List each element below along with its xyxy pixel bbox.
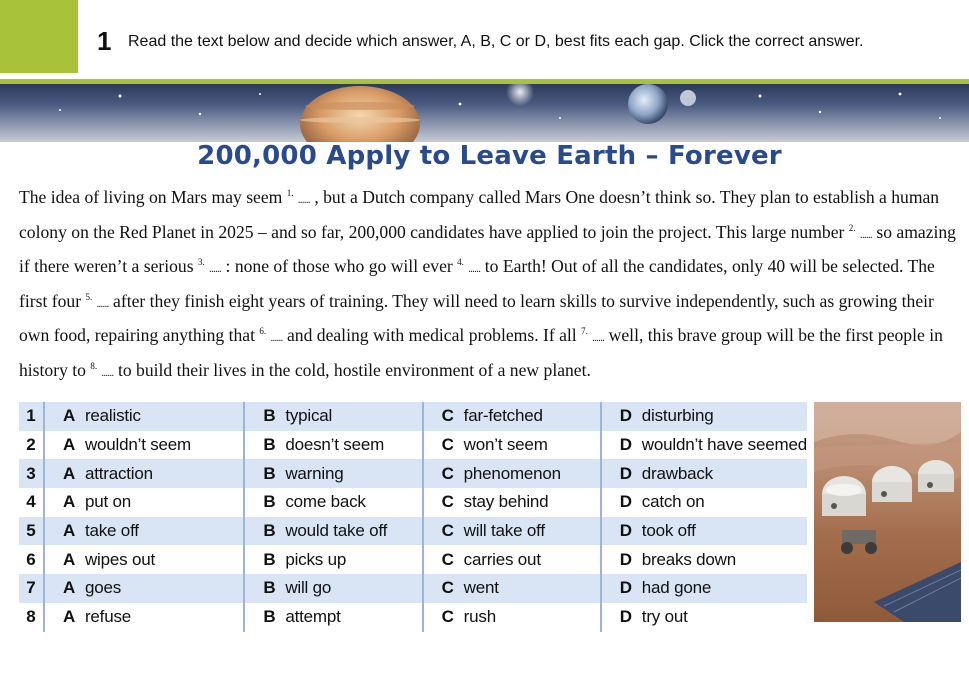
- question-row-5: [19, 517, 807, 546]
- option-letter: A: [62, 607, 76, 627]
- option-2a[interactable]: [44, 431, 244, 460]
- option-text: took off: [641, 521, 696, 541]
- option-letter: C: [441, 549, 454, 569]
- option-letter: B: [263, 578, 276, 598]
- option-text: went: [463, 578, 499, 598]
- option-text: disturbing: [641, 406, 714, 426]
- option-text: rush: [463, 607, 496, 627]
- option-letter: C: [441, 406, 454, 426]
- option-8a[interactable]: [44, 603, 244, 632]
- option-4b[interactable]: [244, 488, 422, 517]
- passage-text: to build their lives in the cold, hostile environment of a new planet.: [117, 359, 591, 380]
- gap-number-7: 7.: [581, 326, 588, 337]
- option-letter: A: [62, 463, 76, 483]
- option-letter: A: [62, 492, 76, 512]
- gap-number-2: 2.: [848, 222, 856, 233]
- option-5a[interactable]: [44, 517, 244, 546]
- passage-text: to Earth! Out of all the candidates, only 40 will be selected. The first four: [19, 256, 935, 311]
- option-text: breaks down: [641, 549, 736, 569]
- option-4a[interactable]: [44, 488, 244, 517]
- question-row-6: [19, 545, 807, 574]
- option-text: goes: [84, 578, 122, 598]
- option-2d[interactable]: [601, 431, 807, 460]
- option-3a[interactable]: [44, 459, 244, 488]
- option-letter: B: [263, 607, 276, 627]
- option-2c[interactable]: [423, 431, 601, 460]
- gap-number-4: 4.: [457, 257, 464, 268]
- option-4d[interactable]: [601, 488, 807, 517]
- option-5b[interactable]: [244, 517, 422, 546]
- option-6c[interactable]: [423, 545, 601, 574]
- option-text: wouldn’t seem: [84, 435, 192, 455]
- option-6b[interactable]: [244, 545, 422, 574]
- option-letter: D: [619, 463, 633, 483]
- header-accent-box: [0, 0, 78, 73]
- option-text: put on: [84, 492, 132, 512]
- article-title: 200,000 Apply to Leave Earth – Forever: [197, 141, 782, 171]
- option-letter: D: [619, 435, 633, 455]
- option-letter: B: [263, 435, 276, 455]
- question-row-8: [19, 603, 807, 632]
- question-row-1: [19, 402, 807, 431]
- option-text: will go: [285, 578, 332, 598]
- option-letter: C: [441, 463, 454, 483]
- question-number: 7: [19, 574, 44, 603]
- article-passage: [19, 182, 964, 390]
- option-1a[interactable]: [44, 402, 244, 431]
- option-7d[interactable]: [601, 574, 807, 603]
- option-letter: D: [619, 521, 633, 541]
- passage-text: The idea of living on Mars may seem: [19, 187, 283, 207]
- passage-text: : none of those who go will ever: [225, 256, 453, 277]
- option-6a[interactable]: [44, 545, 244, 574]
- option-5c[interactable]: [423, 517, 601, 546]
- option-text: won’t seem: [463, 435, 548, 455]
- gap-blank-1[interactable]: ......: [297, 195, 310, 206]
- option-text: refuse: [84, 607, 132, 627]
- question-row-3: [19, 459, 807, 488]
- passage-text: and dealing with medical problems. If all: [286, 325, 577, 346]
- option-letter: C: [441, 492, 454, 512]
- option-1b[interactable]: [244, 402, 422, 431]
- option-letter: C: [441, 607, 454, 627]
- option-7a[interactable]: [44, 574, 244, 603]
- passage-text: after they finish eight years of training. They will need to learn skills to survive independently, such as growing their own food, repairing anything that: [19, 290, 934, 346]
- option-letter: D: [619, 578, 633, 598]
- option-8c[interactable]: [423, 603, 601, 632]
- option-1c[interactable]: [423, 402, 601, 431]
- option-7c[interactable]: [423, 574, 601, 603]
- option-text: picks up: [285, 549, 347, 569]
- question-number: 4: [19, 488, 44, 517]
- option-text: doesn’t seem: [285, 435, 385, 455]
- space-banner-image: [0, 84, 969, 142]
- passage-text: well, this brave group will be the first people in history to: [19, 325, 943, 380]
- gap-number-6: 6.: [259, 326, 267, 337]
- gap-blank-4[interactable]: ......: [468, 264, 481, 276]
- option-text: wouldn’t have seemed: [641, 435, 807, 455]
- option-text: drawback: [641, 463, 713, 483]
- option-letter: B: [263, 463, 276, 483]
- option-text: attraction: [84, 463, 153, 483]
- gap-blank-7[interactable]: ......: [592, 333, 605, 345]
- answer-options-table: [19, 402, 807, 632]
- option-text: would take off: [285, 521, 388, 541]
- option-5d[interactable]: [601, 517, 807, 546]
- option-letter: D: [619, 492, 633, 512]
- question-number: 5: [19, 517, 44, 546]
- question-number: 8: [19, 603, 44, 632]
- option-text: try out: [641, 607, 688, 627]
- option-text: far-fetched: [463, 406, 543, 426]
- option-letter: C: [441, 578, 454, 598]
- option-letter: B: [263, 406, 276, 426]
- option-letter: A: [62, 435, 76, 455]
- gap-blank-2[interactable]: ......: [859, 229, 872, 241]
- option-letter: A: [62, 521, 76, 541]
- option-letter: A: [62, 406, 76, 426]
- option-text: take off: [84, 521, 139, 541]
- option-text: wipes out: [84, 549, 155, 569]
- gap-blank-5[interactable]: ......: [96, 298, 109, 310]
- option-8d[interactable]: [601, 603, 807, 632]
- passage-text: , but a Dutch company called Mars One doesn’t think so. They plan to establish a human colony on the Red Planet in 2025 – and so far, 200,000 candidates have applied to join the project. This large number: [19, 187, 940, 242]
- gap-blank-6[interactable]: ......: [270, 333, 283, 345]
- question-number: 6: [19, 545, 44, 574]
- option-letter: A: [62, 578, 76, 598]
- space-banner-illustration: [0, 84, 969, 142]
- question-number: 3: [19, 459, 44, 488]
- option-letter: C: [441, 521, 454, 541]
- option-text: typical: [285, 406, 333, 426]
- question-row-7: [19, 574, 807, 603]
- option-3d[interactable]: [601, 459, 807, 488]
- option-text: phenomenon: [463, 463, 561, 483]
- mars-colony-illustration: [814, 402, 961, 622]
- option-text: realistic: [84, 406, 141, 426]
- option-letter: D: [619, 607, 633, 627]
- option-text: carries out: [463, 549, 541, 569]
- option-letter: B: [263, 492, 276, 512]
- option-text: had gone: [641, 578, 712, 598]
- question-number: 1: [19, 402, 44, 431]
- option-text: warning: [285, 463, 344, 483]
- option-3c[interactable]: [423, 459, 601, 488]
- option-3b[interactable]: [244, 459, 422, 488]
- option-6d[interactable]: [601, 545, 807, 574]
- gap-number-8: 8.: [90, 360, 98, 371]
- question-row-2: [19, 431, 807, 460]
- option-text: stay behind: [463, 492, 549, 512]
- passage-text: so amazing if there weren’t a serious: [19, 221, 956, 277]
- option-letter: B: [263, 521, 276, 541]
- option-text: catch on: [641, 492, 705, 512]
- option-text: will take off: [463, 521, 545, 541]
- option-letter: C: [441, 435, 454, 455]
- option-7b[interactable]: [244, 574, 422, 603]
- option-letter: D: [619, 549, 633, 569]
- option-text: attempt: [285, 607, 341, 627]
- exercise-instruction: Read the text below and decide which answer, A, B, C or D, best fits each gap. Click the correct answer.: [128, 33, 864, 50]
- option-2b[interactable]: [244, 431, 422, 460]
- gap-number-5: 5.: [85, 291, 93, 302]
- gap-number-1: 1.: [286, 188, 294, 198]
- question-number: 2: [19, 431, 44, 460]
- exercise-number: 1: [97, 26, 112, 56]
- option-4c[interactable]: [423, 488, 601, 517]
- option-text: come back: [285, 492, 366, 512]
- option-1d[interactable]: [601, 402, 807, 431]
- option-letter: B: [263, 549, 276, 569]
- gap-blank-3[interactable]: ......: [209, 264, 222, 276]
- option-letter: D: [619, 406, 633, 426]
- mars-colony-photo: [814, 402, 961, 622]
- gap-number-3: 3.: [197, 257, 205, 268]
- option-8b[interactable]: [244, 603, 422, 632]
- option-letter: A: [62, 549, 76, 569]
- gap-blank-8[interactable]: ......: [101, 367, 114, 379]
- question-row-4: [19, 488, 807, 517]
